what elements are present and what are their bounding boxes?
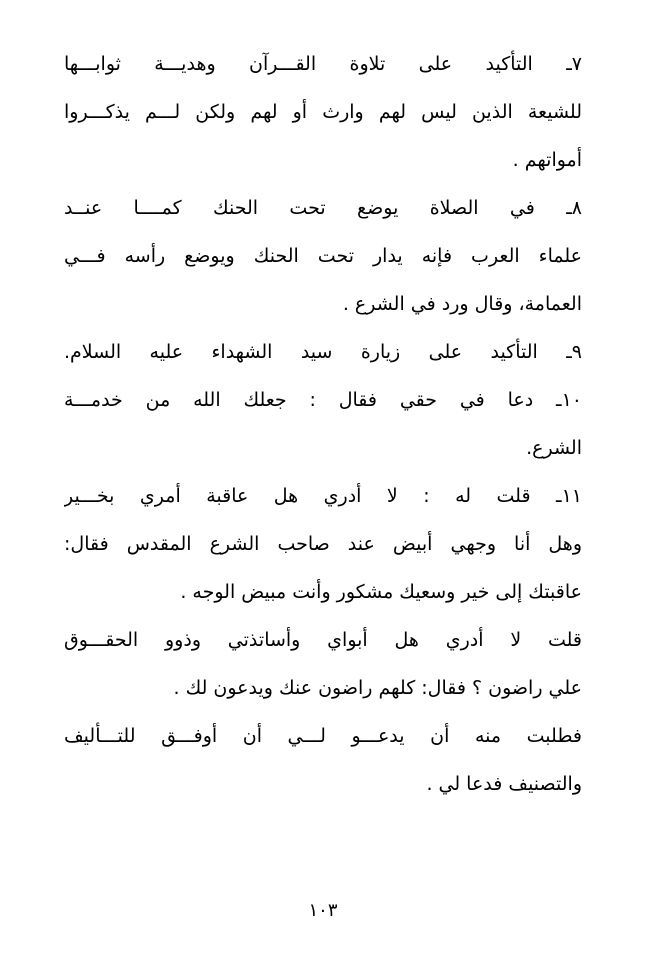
body-text — [64, 40, 582, 808]
text-line: قلت لا أدري هل أبواي وأساتذتي وذوو الحقـــوق — [64, 629, 582, 651]
paragraph-item-8 — [64, 184, 582, 328]
text-line: فطلبت منه أن يدعـــو لـــي أن أوفـــق للتـــأليف — [64, 725, 582, 747]
text-line: ١٠ـ دعا في حقي فقال : جعلك الله من خدمـــة — [64, 389, 582, 411]
text-line: عاقبتك إلى خير وسعيك مشكور وأنت مبيض الوجه . — [180, 581, 582, 603]
text-line: أمواتهم . — [512, 149, 582, 171]
text-line: علي راضون ؟ فقال: كلهم راضون عنك ويدعون لك . — [173, 677, 582, 699]
text-line: ٩ـ التأكيد على زيارة سيد الشهداء عليه السلام. — [64, 341, 582, 363]
text-line: العمامة، وقال ورد في الشرع . — [342, 293, 582, 315]
paragraph-item-10 — [64, 376, 582, 472]
text-line: ١١ـ قلت له : لا أدري هل عاقبة أمري بخـــير — [64, 485, 582, 507]
text-line: ٧ـ التأكيد على تلاوة القـــرآن وهديـــة ثوابـــها — [64, 53, 582, 75]
text-line: علماء العرب فإنه يدار تحت الحنك ويوضع رأسه فـــي — [64, 245, 582, 267]
text-line: وهل أنا وجهي أبيض عند صاحب الشرع المقدس فقال: — [64, 533, 582, 555]
paragraph-item-9 — [64, 328, 582, 376]
text-line: ٨ـ في الصلاة يوضع تحت الحنك كمــــا عنــد — [64, 197, 582, 219]
page-number: ١٠٣ — [308, 900, 338, 921]
text-line: والتصنيف فدعا لي . — [426, 773, 582, 795]
paragraph-item-11 — [64, 472, 582, 616]
text-line: للشيعة الذين ليس لهم وارث أو لهم ولكن لـــم يذكـــروا — [64, 101, 582, 123]
paragraph-question-parents — [64, 616, 582, 712]
text-line: الشرع. — [526, 437, 582, 459]
paragraph-request-prayer — [64, 712, 582, 808]
paragraph-item-7 — [64, 40, 582, 184]
